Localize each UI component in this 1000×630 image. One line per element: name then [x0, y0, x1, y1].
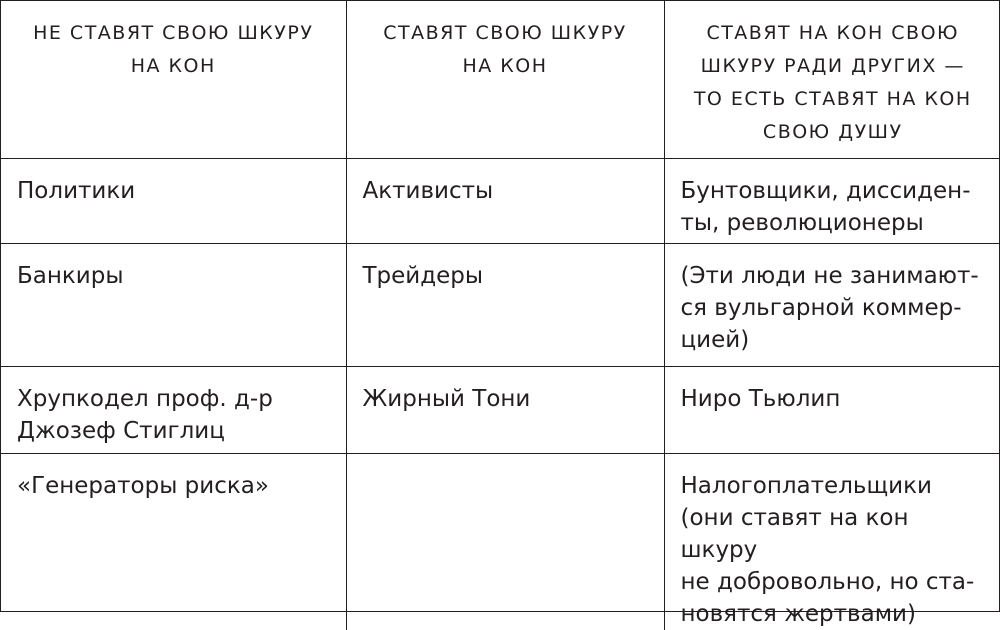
table-cell: Бунтовщики, диссиден- ты, революционеры	[664, 158, 1000, 243]
table-row	[1, 453, 1000, 630]
table-header-row	[1, 1, 1000, 158]
table-cell: Трейдеры	[346, 243, 664, 366]
table-cell: «Генераторы риска»	[1, 453, 346, 630]
table-cell: Хрупкодел проф. д-р Джозеф Стиглиц	[1, 366, 346, 453]
table-row	[1, 243, 1000, 366]
table-cell: Жирный Тони	[346, 366, 664, 453]
column-header-no-skin: НЕ СТАВЯТ СВОЮ ШКУРУ НА КОН	[1, 1, 346, 158]
table-cell: Политики	[1, 158, 346, 243]
table-cell: Налогоплательщики (они ставят на кон шкуру не добровольно, но ста- новятся жертвами)	[664, 453, 1000, 630]
table-cell: (Эти люди не занимают- ся вульгарной коммер- цией)	[664, 243, 1000, 366]
table-cell	[346, 453, 664, 630]
table-row	[1, 158, 1000, 243]
table-cell: Банкиры	[1, 243, 346, 366]
table-row	[1, 366, 1000, 453]
table-cell: Ниро Тьюлип	[664, 366, 1000, 453]
comparison-table	[1, 1, 1000, 630]
column-header-soul: СТАВЯТ НА КОН СВОЮ ШКУРУ РАДИ ДРУГИХ — ТО ЕСТЬ СТАВЯТ НА КОН СВОЮ ДУШУ	[664, 1, 1000, 158]
table-cell: Активисты	[346, 158, 664, 243]
column-header-skin: СТАВЯТ СВОЮ ШКУРУ НА КОН	[346, 1, 664, 158]
